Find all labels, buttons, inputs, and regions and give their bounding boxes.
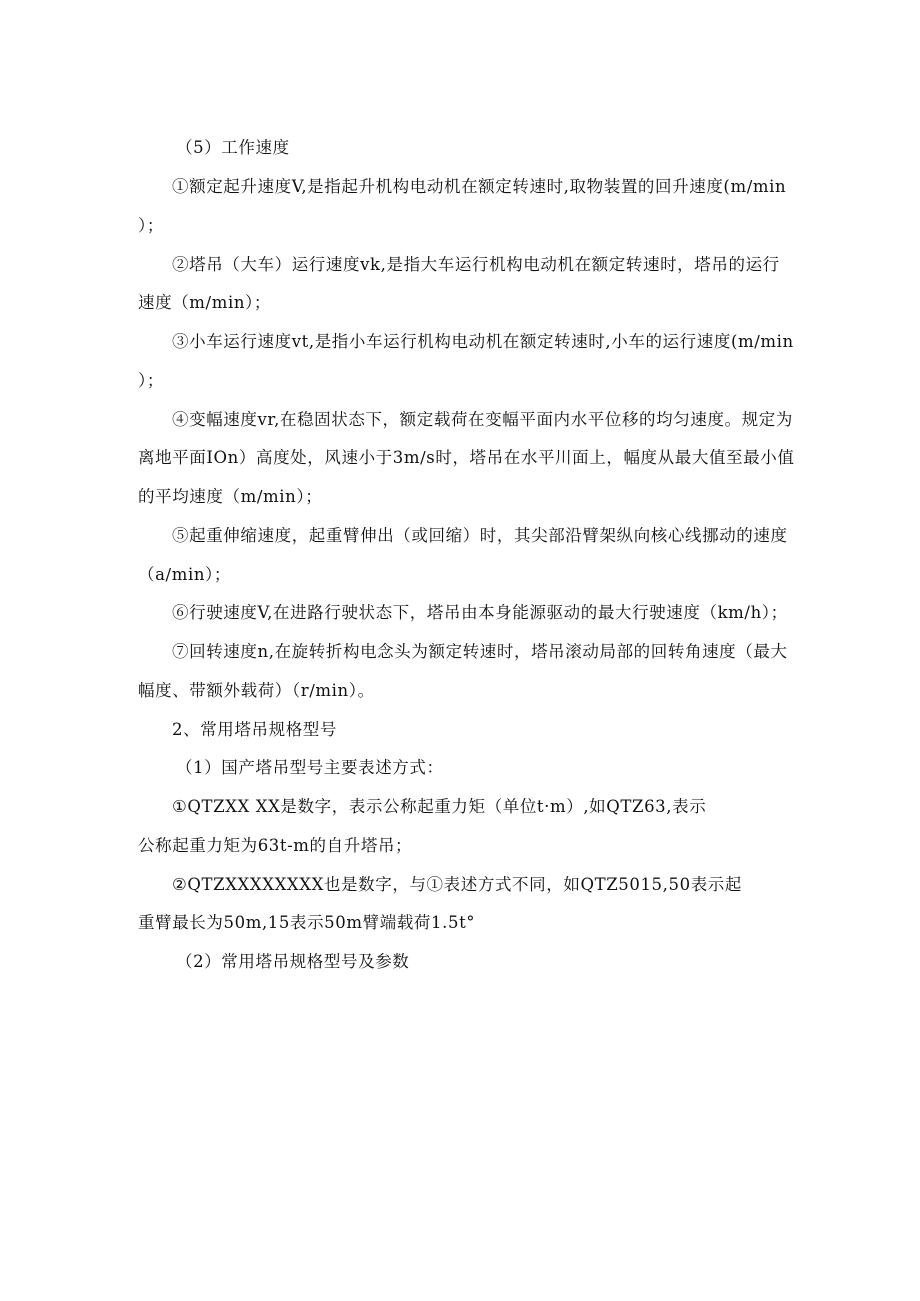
subsection-heading-domestic-model-notation: （1）国产塔吊型号主要表述方式： bbox=[176, 758, 444, 777]
paragraph-line: ①额定起升速度V,是指起升机构电动机在额定转速时,取物装置的回升速度(m∕min bbox=[172, 177, 787, 196]
section-heading-work-speed: （5）工作速度 bbox=[176, 138, 290, 157]
paragraph-line: ⑦回转速度n,在旋转折构电念头为额定转速时，塔吊滚动局部的回转角速度（最大 bbox=[172, 642, 788, 661]
paragraph-line: ⑥行驶速度V,在进路行驶状态下，塔吊由本身能源驱动的最大行驶速度（km/h）； bbox=[172, 603, 788, 622]
paragraph-line: ②塔吊（大车）运行速度vk,是指大车运行机构电动机在额定转速时，塔吊的运行 bbox=[172, 255, 780, 274]
section-heading-tower-crane-models: 2、常用塔吊规格型号 bbox=[172, 720, 337, 739]
paragraph-line: （a∕min）； bbox=[138, 565, 231, 584]
paragraph-line: ①QTZXX XX是数字，表示公称起重力矩（单位t·m）,如QTZ63,表示 bbox=[172, 797, 707, 816]
paragraph-line: ④变幅速度vr,在稳固状态下，额定载荷在变幅平面内水平位移的均匀速度。规定为 bbox=[172, 410, 793, 429]
paragraph-line: ②QTZXXXXXXXX也是数字，与①表述方式不同，如QTZ5015,50表示起 bbox=[172, 875, 742, 894]
paragraph-line: ）； bbox=[138, 371, 164, 390]
paragraph-line: ⑤起重伸缩速度，起重臂伸出（或回缩）时，其尖部沿臂架纵向核心线挪动的速度 bbox=[172, 526, 788, 545]
paragraph-line: 公称起重力矩为63t-m的自升塔吊； bbox=[138, 836, 413, 855]
paragraph-line: 离地平面IOn）高度处，风速小于3m∕s时，塔吊在水平川面上，幅度从最大值至最小值 bbox=[138, 448, 795, 467]
paragraph-line: ）； bbox=[138, 216, 164, 235]
paragraph-line: 幅度、带额外载荷）（r∕min）。 bbox=[138, 681, 375, 700]
paragraph-line: 速度（m∕min）； bbox=[138, 293, 272, 312]
paragraph-line: 重臂最长为50m,15表示50m臂端载荷1.5t° bbox=[138, 913, 476, 932]
paragraph-line: ③小车运行速度vt,是指小车运行机构电动机在额定转速时,小车的运行速度(m∕min bbox=[172, 332, 794, 351]
paragraph-line: 的平均速度（m∕min）； bbox=[138, 487, 323, 506]
subsection-heading-common-models-params: （2）常用塔吊规格型号及参数 bbox=[176, 952, 410, 971]
